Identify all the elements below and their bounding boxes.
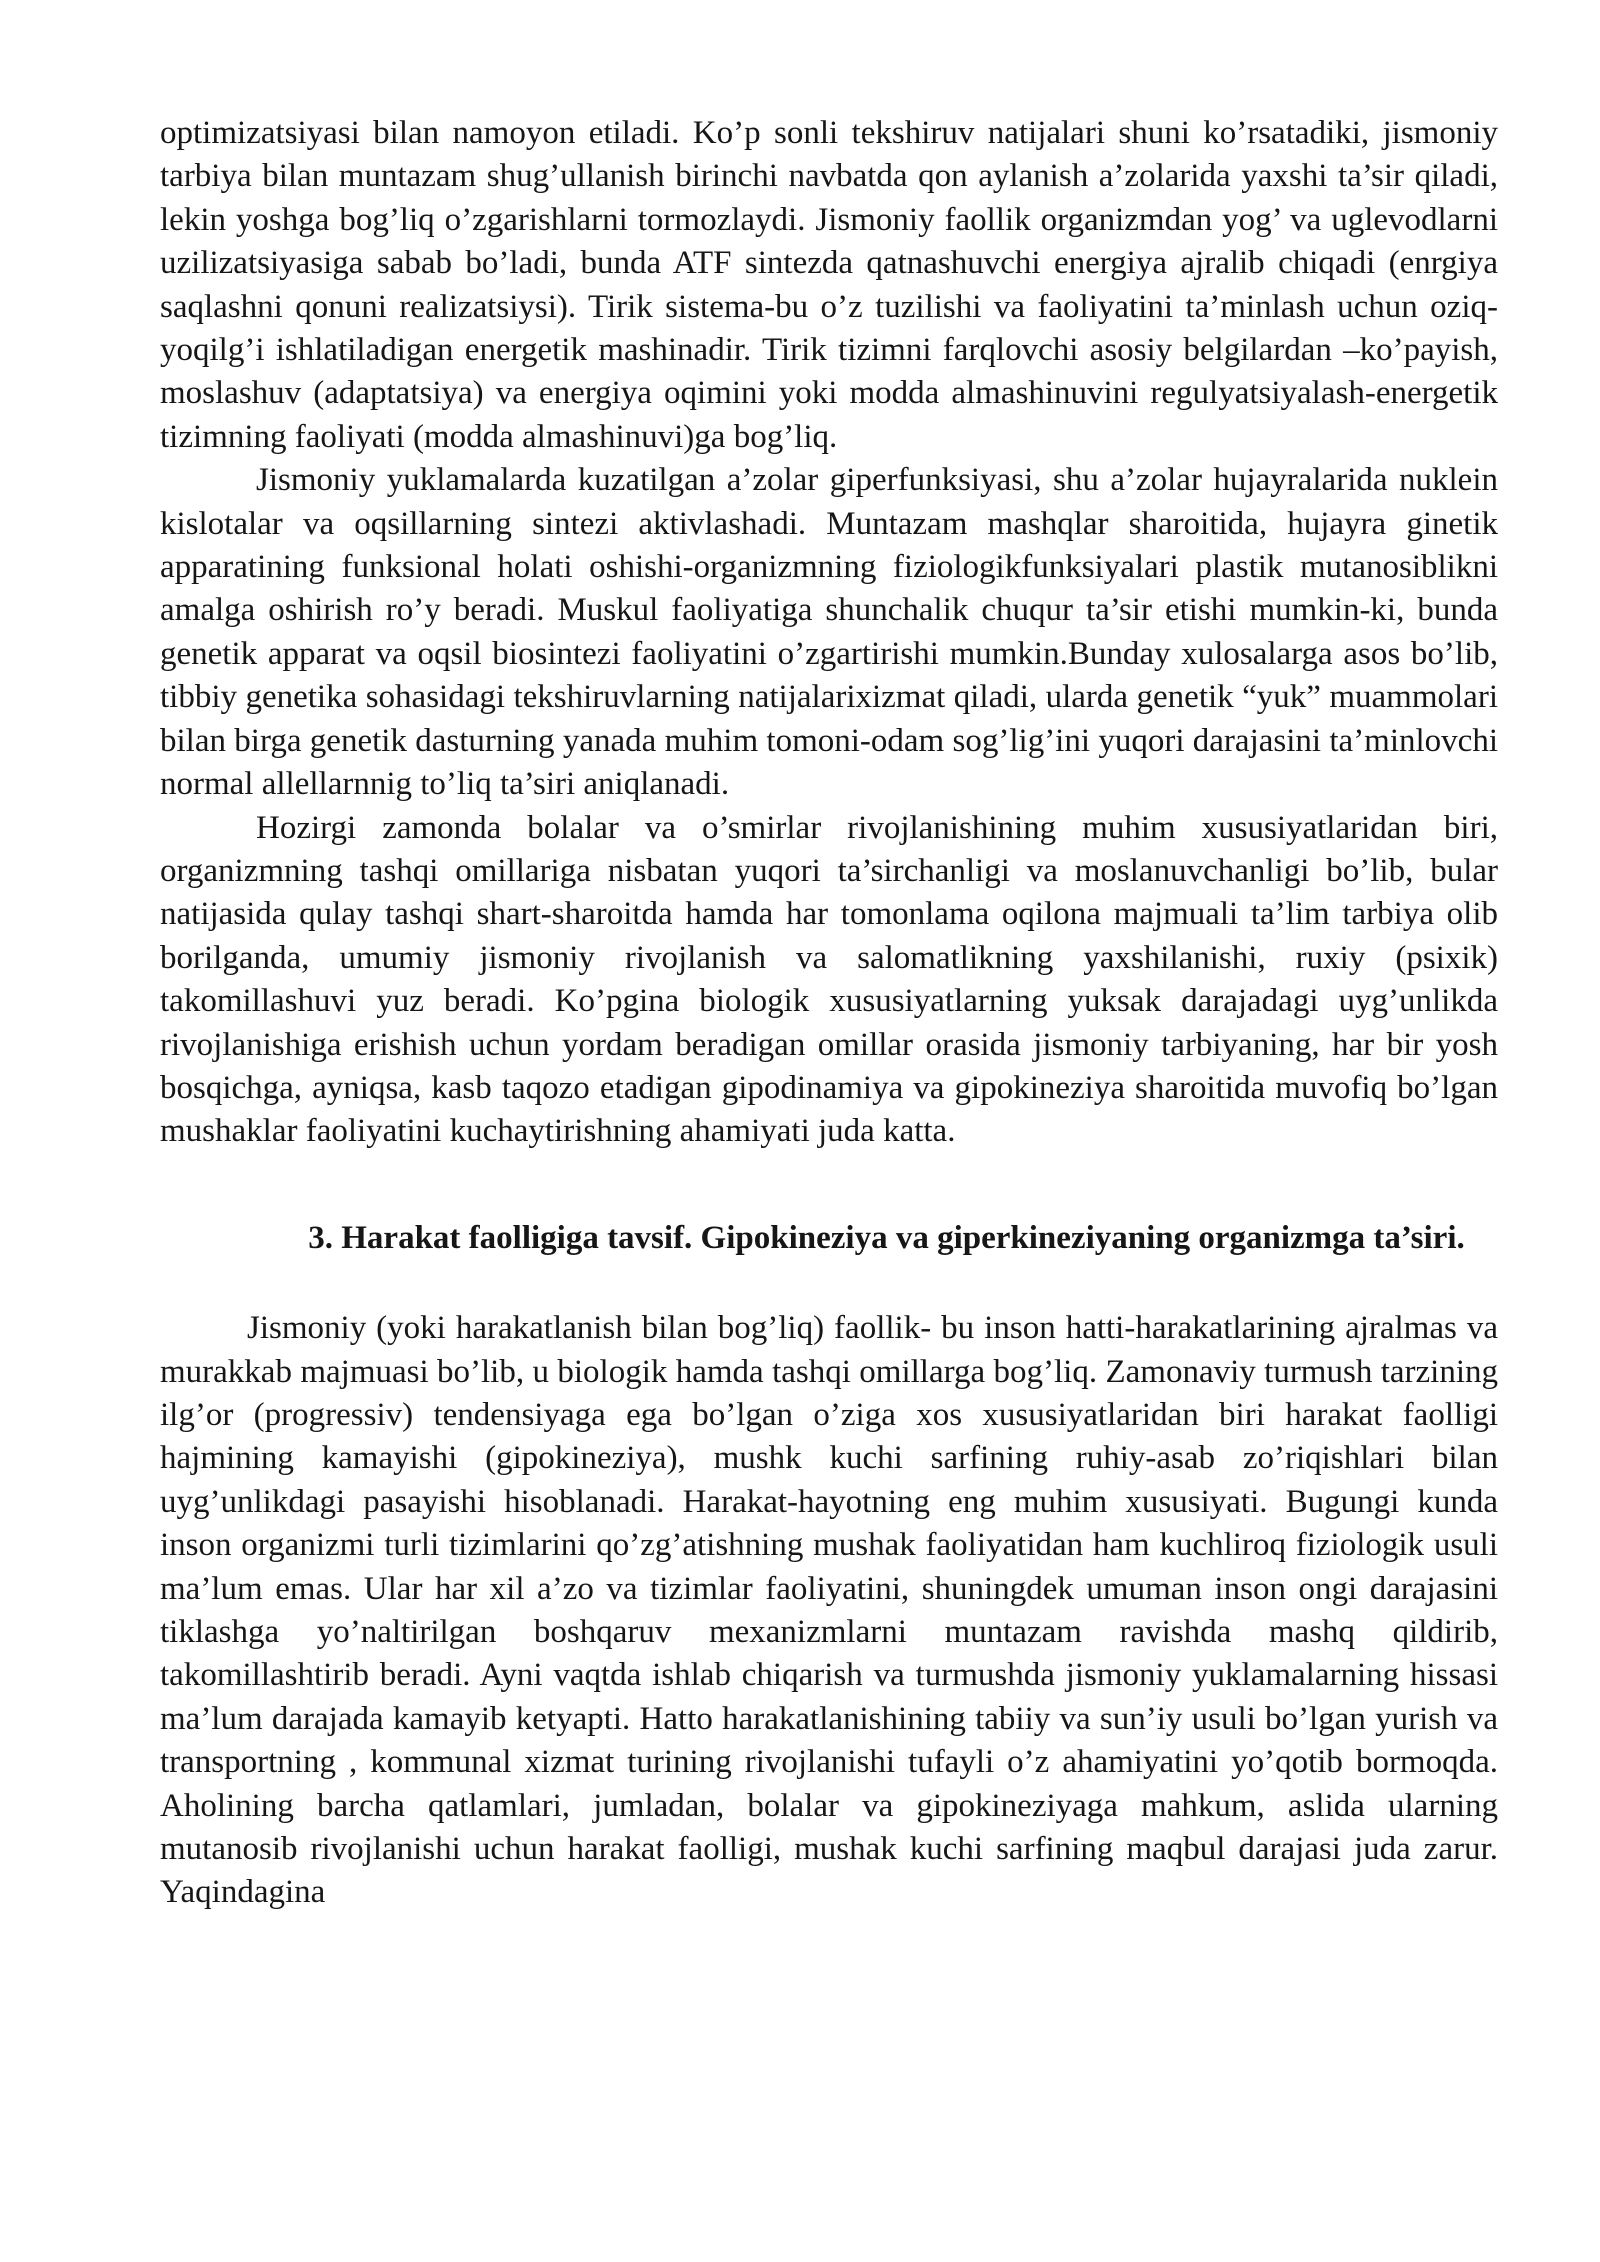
paragraph-energy-metabolism: optimizatsiyasi bilan namoyon etiladi. Ko’p sonli tekshiruv natijalari shuni ko’rsatadiki, jismoniy tarbiya bilan muntazam shug’ullanish birinchi navbatda qon aylanish a’zolarida yaxshi ta’sir qiladi, lekin yoshga bog’liq o’zgarishlarni tormozlaydi. Jismoniy faollik organizmdan yog’ va uglevodlarni uzilizatsiyasiga sabab bo’ladi, bunda ATF sintezda qatnashuvchi energiya ajralib chiqadi (enrgiya saqlashni qonuni realizatsiysi). Tirik sistema-bu o’z tuzilishi va faoliyatini ta’minlash uchun oziq-yoqilg’i ishlatiladigan energetik mashinadir. Tirik tizimni farqlovchi asosiy belgilardan –ko’payish, moslashuv (adaptatsiya) va energiya oqimini yoki modda almashinuvini regulyatsiyalash-energetik tizimning faoliyati (modda almashinuvi)ga bog’liq. — [160, 115, 1498, 455]
section-heading: 3. Harakat faolligiga tavsif. Gipokineziya va giperkineziyaning organizmga ta’siri. — [308, 1219, 1465, 1256]
paragraph-physical-activity: Jismoniy (yoki harakatlanish bilan bog’liq) faollik- bu inson hatti-harakatlarining ajralmas va murakkab majmuasi bo’lib, u biologik hamda tashqi omillarga bog’liq. Zamonaviy turmush tarzining ilg’or (progressiv) tendensiyaga ega bo’lgan o’ziga xos xususiyatlaridan biri harakat faolligi hajmining kamayishi (gipokineziya), mushk kuchi sarfining ruhiy-asab zo’riqishlari bilan uyg’unlikdagi pasayishi hisoblanadi. Harakat-hayotning eng muhim xususiyati. Bugungi kunda inson organizmi turli tizimlarini qo’zg’atishning mushak faoliyatidan ham kuchliroq fiziologik usuli ma’lum emas. Ular har xil a’zo va tizimlar faoliyatini, shuningdek umuman inson ongi darajasini tiklashga yo’naltirilgan boshqaruv mexanizmlarni muntazam ravishda mashq qildirib, takomillashtirib beradi. Ayni vaqtda ishlab chiqarish va turmushda jismoniy yuklamalarning hissasi ma’lum darajada kamayib ketyapti. Hatto harakatlanishining tabiiy va sun’iy usuli bo’lgan yurish va transportning , kommunal xizmat turining rivojlanishi tufayli o’z ahamiyatini yo’qotib bormoqda. Aholining barcha qatlamlari, jumladan, bolalar va gipokineziyaga mahkum, aslida ularning mutanosib rivojlanishi uchun harakat faolligi, mushak kuchi sarfining maqbul darajasi juda zarur. Yaqindagina — [160, 1310, 1498, 1911]
document-page — [160, 112, 1498, 1915]
paragraph-child-development: Hozirgi zamonda bolalar va o’smirlar rivojlanishining muhim xususiyatlaridan biri, organizmning tashqi omillariga nisbatan yuqori ta’sirchanligi va moslanuvchanligi bo’lib, bular natijasida qulay tashqi shart-sharoitda hamda har tomonlama oqilona majmuali ta’lim tarbiya olib borilganda, umumiy jismoniy rivojlanish va salomatlikning yaxshilanishi, ruxiy (psixik) takomillashuvi yuz beradi. Ko’pgina biologik xususiyatlarning yuksak darajadagi uyg’unlikda rivojlanishiga erishish uchun yordam beradigan omillar orasida jismoniy tarbiyaning, har bir yosh bosqichga, ayniqsa, kasb taqozo etadigan gipodinamiya va gipokineziya sharoitida muvofiq bo’lgan mushaklar faoliyatini kuchaytirishning ahamiyati juda katta. — [160, 809, 1498, 1150]
paragraph-hyperfunction: Jismoniy yuklamalarda kuzatilgan a’zolar giperfunksiyasi, shu a’zolar hujayralarida nuklein kislotalar va oqsillarning sintezi aktivlashadi. Muntazam mashqlar sharoitida, hujayra ginetik apparatining funksional holati oshishi-organizmning fiziologikfunksiyalari plastik mutanosiblikni amalga oshirish ro’y beradi. Muskul faoliyatiga shunchalik chuqur ta’sir etishi mumkin-ki, bunda genetik apparat va oqsil biosintezi faoliyatini o’zgartirishi mumkin.Bunday xulosalarga asos bo’lib, tibbiy genetika sohasidagi tekshiruvlarning natijalarixizmat qiladi, ularda genetik “yuk” muammolari bilan birga genetik dasturning yanada muhim tomoni-odam sog’lig’ini yuqori darajasini ta’minlovchi normal allellarnnig to’liq ta’siri aniqlanadi. — [160, 462, 1498, 803]
